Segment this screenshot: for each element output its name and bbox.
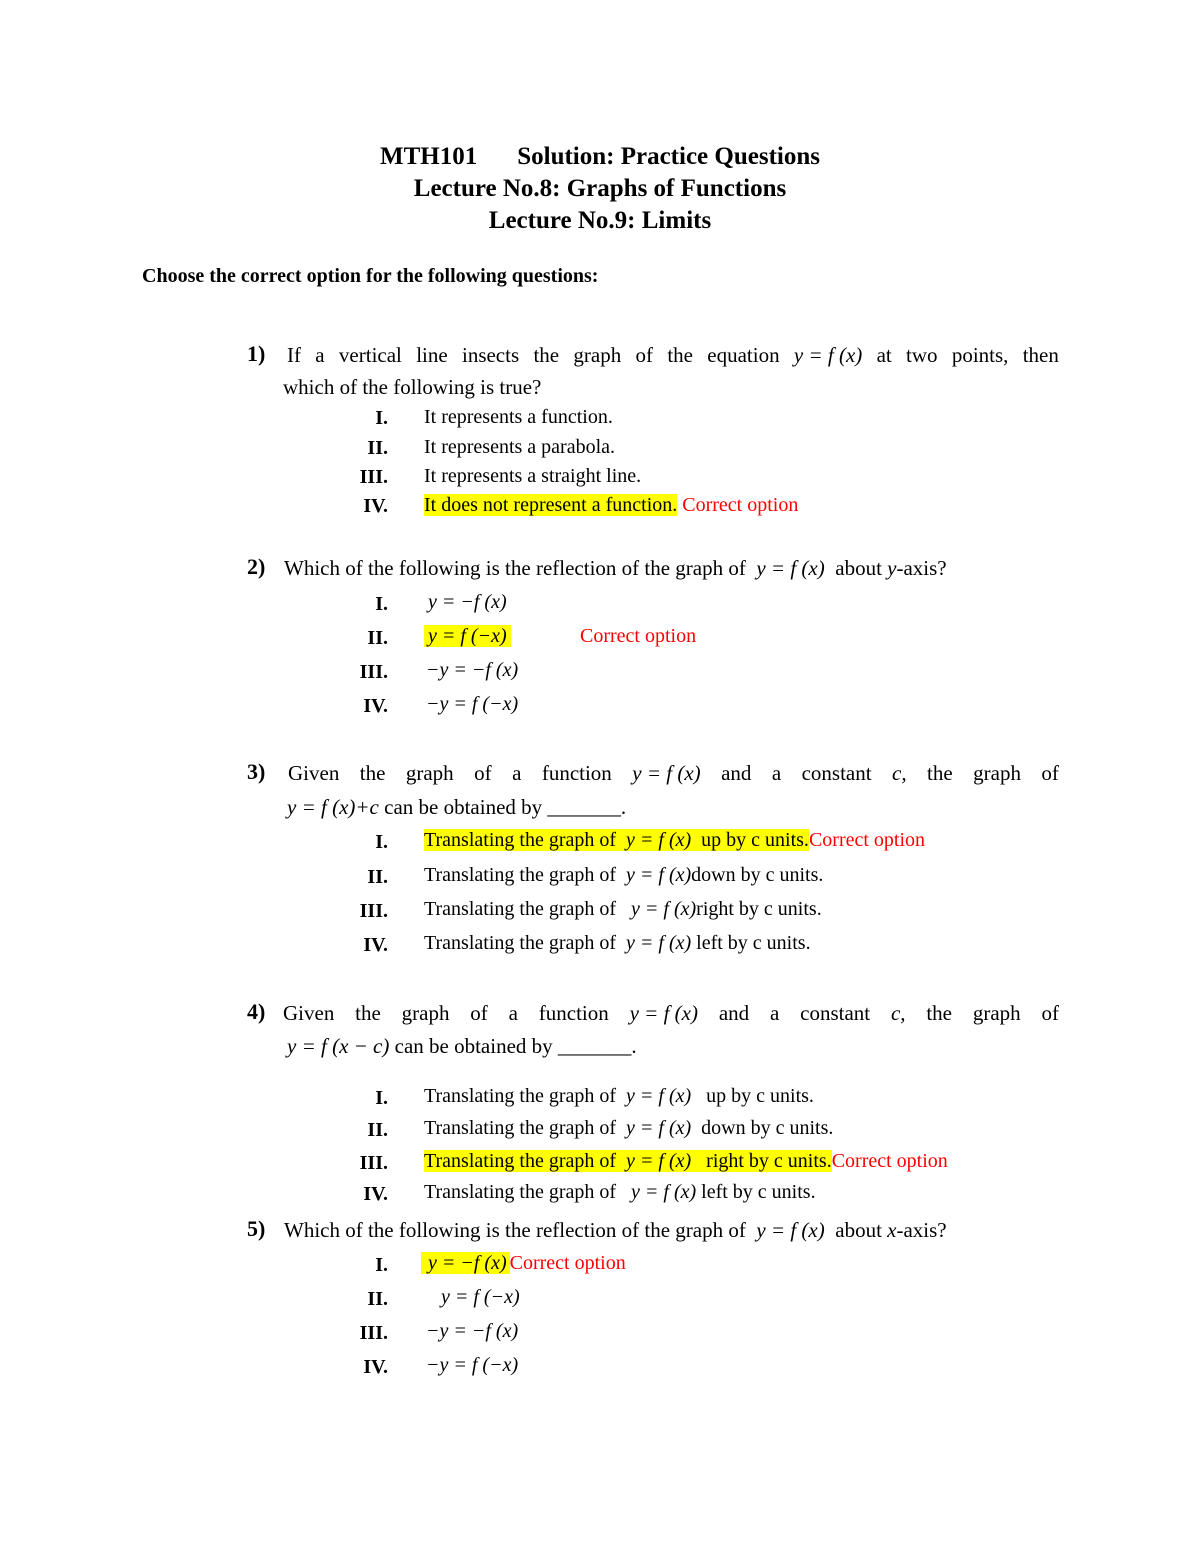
option-text: left by c units.: [696, 932, 811, 954]
math-expression: y = f (x): [626, 1150, 692, 1172]
option-roman: II.: [367, 866, 388, 888]
word: a: [315, 343, 325, 367]
correct-option-label: Correct option: [682, 494, 799, 516]
highlighted-answer: y = −f (x): [421, 1252, 510, 1274]
word: function: [541, 761, 612, 785]
question-text: about: [835, 556, 882, 580]
word: of: [1041, 1001, 1059, 1025]
word: equation: [707, 343, 780, 367]
highlighted-answer: [424, 829, 809, 851]
option-math: y = −f (x): [428, 591, 507, 613]
option-text: [424, 1085, 814, 1108]
option-roman: II.: [367, 437, 388, 459]
question-4-line-2: [287, 1034, 637, 1059]
math-expression: y = f (x): [756, 556, 825, 580]
option-text: Translating the graph of: [424, 864, 617, 886]
question-1-number: 1): [247, 341, 266, 366]
word: points,: [951, 343, 1009, 367]
question-text: can be obtained by _______.: [384, 795, 627, 819]
word: of: [470, 1001, 488, 1025]
option-math: −y = f (−x): [426, 1354, 519, 1376]
instruction: Choose the correct option for the following questions:: [142, 265, 599, 287]
correct-option-row: [424, 1150, 948, 1173]
question-text: Which of the following is the reflection of the graph of: [284, 556, 746, 580]
word: graph: [573, 343, 622, 367]
option-roman: III.: [359, 466, 388, 488]
option-text: It represents a straight line.: [424, 465, 642, 487]
math-expression: y = f (x): [629, 1001, 698, 1025]
math-expression: y = f (x)+c: [287, 795, 379, 819]
option-text: Translating the graph of: [424, 829, 617, 851]
question-text: about: [835, 1218, 882, 1242]
option-roman: I.: [375, 1087, 388, 1109]
word: the: [927, 761, 953, 785]
word: constant: [801, 761, 872, 785]
option-roman: I.: [375, 407, 388, 429]
word: the: [926, 1001, 952, 1025]
option-roman: II.: [367, 1288, 388, 1310]
axis-variable: x: [887, 1218, 897, 1242]
math-expression: y = f (x): [632, 761, 701, 785]
word: and: [718, 1001, 750, 1025]
word: function: [538, 1001, 609, 1025]
option-roman: III.: [359, 1152, 388, 1174]
word: of: [1041, 761, 1059, 785]
option-math: −y = f (−x): [426, 693, 519, 715]
math-expression: y = f (x): [626, 829, 692, 851]
correct-option-row: [424, 829, 925, 852]
correct-option-label: Correct option: [831, 1150, 948, 1172]
option-text: Translating the graph of: [424, 1085, 617, 1107]
math-expression: y = f (x): [626, 864, 692, 886]
option-text: down by c units.: [691, 864, 824, 886]
option-text: Translating the graph of: [424, 932, 617, 954]
correct-option-label: Correct option: [808, 829, 926, 851]
option-text: right by c units.: [696, 898, 822, 920]
option-text: [424, 1117, 833, 1140]
option-roman: I.: [375, 831, 388, 853]
word: a: [508, 1001, 518, 1025]
question-text: -axis?: [896, 1218, 947, 1242]
word: a: [771, 761, 782, 785]
option-roman: IV.: [363, 934, 388, 956]
option-roman: III.: [359, 661, 388, 683]
correct-option-row: [424, 494, 798, 517]
course-code: MTH101: [380, 143, 478, 170]
question-1-line-2: which of the following is true?: [283, 375, 542, 399]
option-text: [424, 932, 811, 955]
word: at: [876, 343, 892, 367]
option-text: up by c units.: [701, 829, 809, 851]
title-text: Solution: Practice Questions: [517, 143, 820, 170]
word: the: [359, 761, 386, 785]
word: the: [533, 343, 560, 367]
word: graph: [972, 1001, 1021, 1025]
option-text: down by c units.: [701, 1117, 834, 1139]
option-text: It represents a parabola.: [424, 436, 616, 458]
math-expression: y = f (x): [793, 343, 863, 367]
option-text: [424, 898, 822, 921]
question-5-number: 5): [247, 1216, 266, 1241]
question-text: Which of the following is the reflection of the graph of: [284, 1218, 746, 1242]
correct-option-row: [424, 625, 511, 648]
option-text: Translating the graph of: [424, 898, 617, 920]
word: constant: [800, 1001, 871, 1025]
title-line-3: Lecture No.9: Limits: [488, 207, 712, 234]
correct-option-label: Correct option: [509, 1252, 626, 1274]
word: If: [287, 343, 301, 367]
math-expression: y = f (x − c): [287, 1034, 390, 1058]
word: graph: [405, 761, 454, 785]
word: two: [906, 343, 938, 367]
highlighted-answer: y = f (−x): [424, 625, 511, 647]
word: vertical: [338, 343, 402, 367]
math-expression: y = f (x): [631, 1181, 697, 1203]
word: a: [512, 761, 522, 785]
option-math: y = f (−x): [441, 1286, 520, 1308]
word: graph: [401, 1001, 450, 1025]
option-roman: IV.: [363, 495, 388, 517]
option-text: [424, 1181, 816, 1204]
option-text: [424, 864, 823, 887]
word: graph: [973, 761, 1021, 785]
title-line-1: [0, 143, 1200, 171]
word: Given: [288, 761, 340, 785]
question-3-line-1: [288, 761, 1059, 786]
option-roman: III.: [359, 1322, 388, 1344]
axis-variable: y: [887, 556, 897, 580]
option-text: left by c units.: [701, 1181, 816, 1203]
math-expression: y = f (x): [631, 898, 697, 920]
option-roman: IV.: [363, 1356, 388, 1378]
question-3-line-2: [287, 795, 626, 820]
word: c,: [892, 761, 907, 785]
word: a: [769, 1001, 780, 1025]
option-text: It represents a function.: [424, 406, 613, 428]
highlighted-answer: It does not represent a function.: [424, 494, 678, 516]
math-expression: y = f (x): [756, 1218, 825, 1242]
question-text: can be obtained by _______.: [394, 1034, 637, 1058]
option-math: −y = −f (x): [426, 659, 519, 681]
word: insects: [461, 343, 520, 367]
option-roman: II.: [367, 627, 388, 649]
option-text: Translating the graph of: [424, 1181, 617, 1203]
word: then: [1022, 343, 1059, 367]
option-math: −y = −f (x): [426, 1320, 519, 1342]
option-text: right by c units.: [706, 1150, 832, 1172]
question-5-text: [284, 1218, 947, 1243]
option-text: up by c units.: [706, 1085, 814, 1107]
question-3-number: 3): [247, 759, 266, 784]
math-expression: y = f (x): [626, 1117, 692, 1139]
question-2-number: 2): [247, 554, 266, 579]
option-roman: I.: [375, 1254, 388, 1276]
word: of: [635, 343, 654, 367]
word: the: [667, 343, 693, 367]
question-1-line-1: [287, 343, 1059, 368]
word: the: [355, 1001, 381, 1025]
word: Given: [283, 1001, 335, 1025]
highlighted-answer: [424, 1150, 832, 1172]
math-expression: y = f (x): [626, 932, 692, 954]
option-roman: IV.: [363, 695, 388, 717]
question-4-number: 4): [247, 999, 266, 1024]
title-line-2: Lecture No.8: Graphs of Functions: [413, 175, 787, 202]
correct-option-row: [421, 1252, 626, 1275]
math-expression: y = f (x): [626, 1085, 692, 1107]
word: c,: [890, 1001, 906, 1025]
word: line: [416, 343, 448, 367]
option-text: Translating the graph of: [424, 1150, 617, 1172]
option-roman: IV.: [363, 1183, 388, 1205]
question-text: -axis?: [896, 556, 947, 580]
question-4-line-1: [283, 1001, 1059, 1026]
correct-option-label: Correct option: [580, 625, 697, 647]
option-roman: II.: [367, 1119, 388, 1141]
option-text: Translating the graph of: [424, 1117, 617, 1139]
option-roman: I.: [375, 593, 388, 615]
word: and: [721, 761, 752, 785]
question-2-text: [284, 556, 947, 581]
option-roman: III.: [359, 900, 388, 922]
word: of: [474, 761, 492, 785]
